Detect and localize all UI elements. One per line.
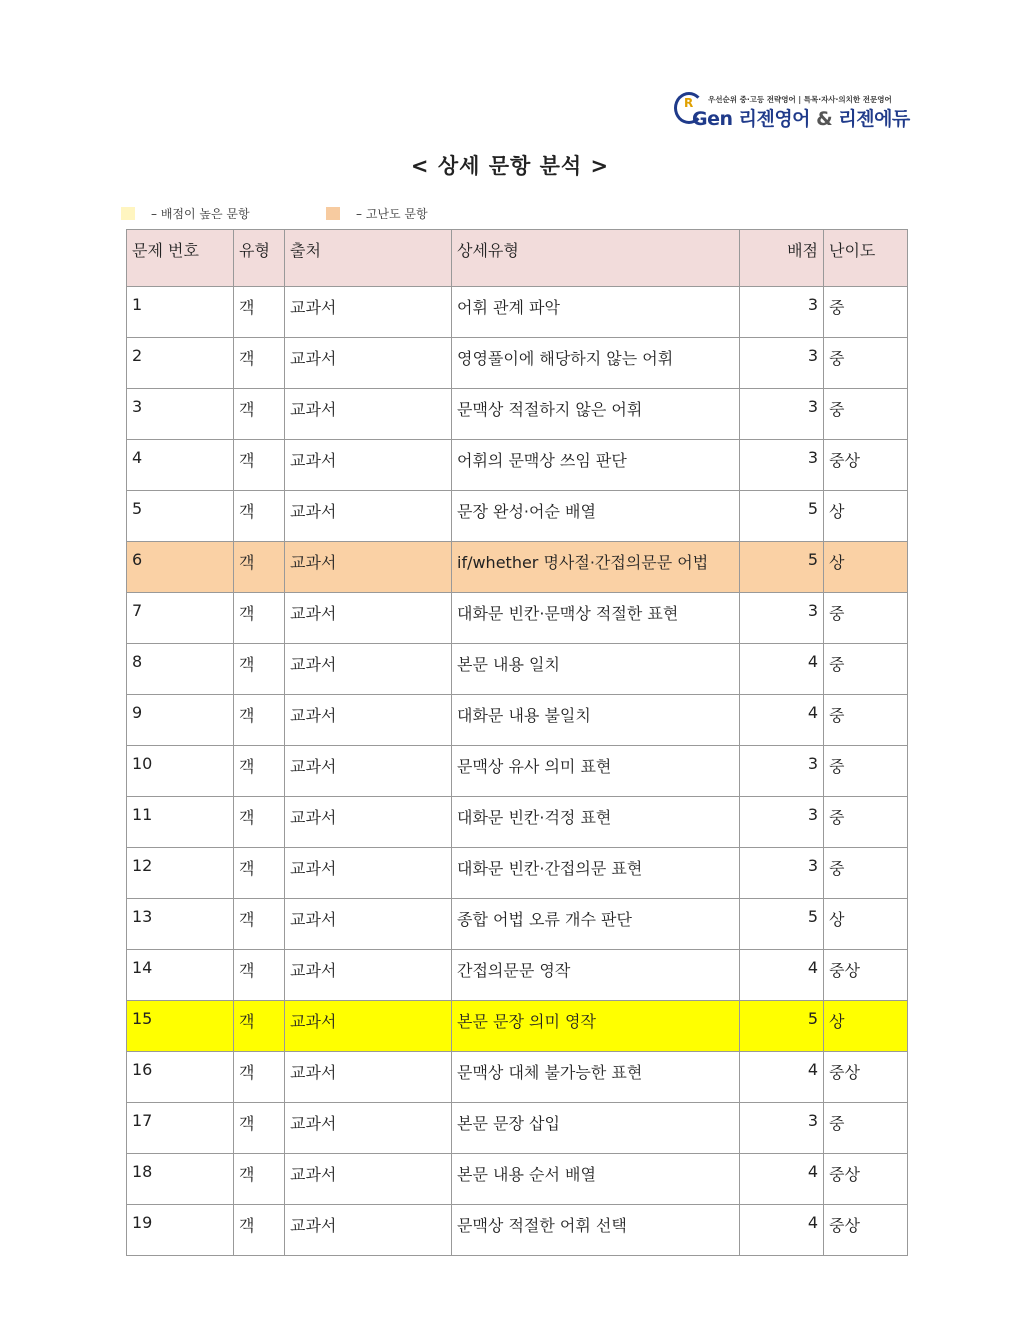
cell-detail: 문맥상 대체 불가능한 표현 <box>452 1052 740 1103</box>
cell-level: 중 <box>824 848 908 899</box>
cell-level: 중상 <box>824 1052 908 1103</box>
cell-score: 4 <box>740 644 824 695</box>
cell-type: 객 <box>234 542 285 593</box>
cell-level: 중 <box>824 746 908 797</box>
cell-no: 14 <box>127 950 234 1001</box>
table-row <box>127 593 908 644</box>
cell-type: 객 <box>234 440 285 491</box>
legend-label-hard: – 고난도 문항 <box>356 207 428 221</box>
cell-type: 객 <box>234 746 285 797</box>
cell-type: 객 <box>234 950 285 1001</box>
cell-type: 객 <box>234 1052 285 1103</box>
table-row <box>127 542 908 593</box>
cell-type: 객 <box>234 1001 285 1052</box>
cell-source: 교과서 <box>285 797 452 848</box>
cell-score: 4 <box>740 695 824 746</box>
header-source: 출처 <box>285 230 452 287</box>
cell-level: 중상 <box>824 950 908 1001</box>
cell-detail: 문장 완성·어순 배열 <box>452 491 740 542</box>
cell-type: 객 <box>234 1205 285 1256</box>
table-row <box>127 338 908 389</box>
cell-detail: 간접의문문 영작 <box>452 950 740 1001</box>
cell-source: 교과서 <box>285 1001 452 1052</box>
logo-tagline: 우선순위 중·고등 전략영어 | 특목·자사·의치한 전문영어 <box>708 95 892 104</box>
cell-detail: 대화문 빈칸·간접의문 표현 <box>452 848 740 899</box>
cell-level: 중 <box>824 1103 908 1154</box>
table-row <box>127 1154 908 1205</box>
table-row <box>127 1001 908 1052</box>
cell-detail: 어휘 관계 파악 <box>452 287 740 338</box>
cell-no: 17 <box>127 1103 234 1154</box>
cell-no: 8 <box>127 644 234 695</box>
cell-score: 4 <box>740 950 824 1001</box>
cell-source: 교과서 <box>285 950 452 1001</box>
cell-source: 교과서 <box>285 542 452 593</box>
cell-score: 3 <box>740 287 824 338</box>
legend-swatch-high-score <box>121 207 135 220</box>
cell-no: 18 <box>127 1154 234 1205</box>
table-row <box>127 1052 908 1103</box>
header-type: 유형 <box>234 230 285 287</box>
cell-type: 객 <box>234 1103 285 1154</box>
cell-score: 5 <box>740 491 824 542</box>
cell-detail: 본문 문장 의미 영작 <box>452 1001 740 1052</box>
header-level: 난이도 <box>824 230 908 287</box>
cell-score: 3 <box>740 593 824 644</box>
analysis-table <box>126 229 908 1256</box>
cell-level: 중상 <box>824 440 908 491</box>
cell-source: 교과서 <box>285 440 452 491</box>
cell-source: 교과서 <box>285 1154 452 1205</box>
cell-score: 3 <box>740 1103 824 1154</box>
brand-logo <box>674 90 910 132</box>
cell-score: 3 <box>740 746 824 797</box>
cell-detail: 문맥상 적절한 어휘 선택 <box>452 1205 740 1256</box>
cell-type: 객 <box>234 593 285 644</box>
cell-no: 16 <box>127 1052 234 1103</box>
cell-type: 객 <box>234 1154 285 1205</box>
cell-level: 중상 <box>824 1154 908 1205</box>
cell-source: 교과서 <box>285 338 452 389</box>
table-body <box>127 287 908 1256</box>
cell-detail: 대화문 빈칸·문맥상 적절한 표현 <box>452 593 740 644</box>
table-row <box>127 746 908 797</box>
cell-source: 교과서 <box>285 593 452 644</box>
cell-score: 3 <box>740 389 824 440</box>
cell-level: 중상 <box>824 1205 908 1256</box>
cell-detail: 문맥상 유사 의미 표현 <box>452 746 740 797</box>
cell-score: 5 <box>740 542 824 593</box>
cell-score: 5 <box>740 1001 824 1052</box>
table-row <box>127 491 908 542</box>
header-detail: 상세유형 <box>452 230 740 287</box>
cell-score: 3 <box>740 848 824 899</box>
page-title: < 상세 문항 분석 > <box>410 154 610 178</box>
cell-score: 4 <box>740 1052 824 1103</box>
cell-source: 교과서 <box>285 848 452 899</box>
cell-no: 3 <box>127 389 234 440</box>
cell-source: 교과서 <box>285 1205 452 1256</box>
cell-score: 4 <box>740 1154 824 1205</box>
cell-no: 11 <box>127 797 234 848</box>
cell-no: 2 <box>127 338 234 389</box>
cell-detail: 본문 문장 삽입 <box>452 1103 740 1154</box>
table-row <box>127 797 908 848</box>
table-row <box>127 644 908 695</box>
legend-label-high-score: – 배점이 높은 문항 <box>151 207 250 221</box>
logo-brand-amp: & <box>816 108 833 130</box>
table-row <box>127 1103 908 1154</box>
cell-detail: 어휘의 문맥상 쓰임 판단 <box>452 440 740 491</box>
cell-level: 중 <box>824 287 908 338</box>
table-header-row <box>127 230 908 287</box>
table-row <box>127 695 908 746</box>
cell-type: 객 <box>234 389 285 440</box>
cell-score: 3 <box>740 338 824 389</box>
cell-level: 중 <box>824 695 908 746</box>
cell-no: 10 <box>127 746 234 797</box>
cell-level: 상 <box>824 542 908 593</box>
cell-level: 중 <box>824 644 908 695</box>
cell-no: 1 <box>127 287 234 338</box>
cell-detail: 대화문 내용 불일치 <box>452 695 740 746</box>
cell-level: 상 <box>824 491 908 542</box>
cell-score: 5 <box>740 899 824 950</box>
cell-no: 12 <box>127 848 234 899</box>
cell-detail: 본문 내용 순서 배열 <box>452 1154 740 1205</box>
cell-no: 13 <box>127 899 234 950</box>
cell-level: 중 <box>824 797 908 848</box>
table-row <box>127 1205 908 1256</box>
cell-no: 4 <box>127 440 234 491</box>
cell-score: 3 <box>740 440 824 491</box>
cell-no: 5 <box>127 491 234 542</box>
cell-type: 객 <box>234 797 285 848</box>
logo-brand-name-1: Gen 리젠영어 <box>692 108 811 130</box>
cell-source: 교과서 <box>285 287 452 338</box>
header-score: 배점 <box>740 230 824 287</box>
cell-no: 6 <box>127 542 234 593</box>
cell-no: 9 <box>127 695 234 746</box>
cell-source: 교과서 <box>285 746 452 797</box>
cell-source: 교과서 <box>285 644 452 695</box>
table-row <box>127 287 908 338</box>
cell-type: 객 <box>234 695 285 746</box>
cell-level: 중 <box>824 593 908 644</box>
logo-r-mark: R <box>684 96 694 110</box>
cell-level: 상 <box>824 899 908 950</box>
cell-level: 상 <box>824 1001 908 1052</box>
cell-type: 객 <box>234 287 285 338</box>
cell-source: 교과서 <box>285 491 452 542</box>
cell-source: 교과서 <box>285 695 452 746</box>
cell-source: 교과서 <box>285 1103 452 1154</box>
cell-detail: 영영풀이에 해당하지 않는 어휘 <box>452 338 740 389</box>
logo-brand-text <box>692 104 910 131</box>
cell-no: 19 <box>127 1205 234 1256</box>
cell-detail: 본문 내용 일치 <box>452 644 740 695</box>
header-no: 문제 번호 <box>127 230 234 287</box>
table-row <box>127 848 908 899</box>
cell-type: 객 <box>234 899 285 950</box>
cell-detail: 문맥상 적절하지 않은 어휘 <box>452 389 740 440</box>
table-row <box>127 440 908 491</box>
legend-swatch-hard <box>326 207 340 220</box>
cell-level: 중 <box>824 389 908 440</box>
cell-detail: if/whether 명사절·간접의문문 어법 <box>452 542 740 593</box>
cell-level: 중 <box>824 338 908 389</box>
cell-detail: 대화문 빈칸·걱정 표현 <box>452 797 740 848</box>
cell-score: 3 <box>740 797 824 848</box>
cell-source: 교과서 <box>285 1052 452 1103</box>
cell-type: 객 <box>234 848 285 899</box>
legend-item-hard <box>326 205 428 222</box>
legend-item-high-score <box>121 205 250 222</box>
cell-detail: 종합 어법 오류 개수 판단 <box>452 899 740 950</box>
logo-brand-name-2: 리젠에듀 <box>838 108 910 130</box>
cell-no: 7 <box>127 593 234 644</box>
cell-type: 객 <box>234 491 285 542</box>
cell-score: 4 <box>740 1205 824 1256</box>
table-row <box>127 899 908 950</box>
cell-source: 교과서 <box>285 899 452 950</box>
cell-type: 객 <box>234 338 285 389</box>
table-row <box>127 950 908 1001</box>
cell-type: 객 <box>234 644 285 695</box>
cell-source: 교과서 <box>285 389 452 440</box>
cell-no: 15 <box>127 1001 234 1052</box>
table-row <box>127 389 908 440</box>
